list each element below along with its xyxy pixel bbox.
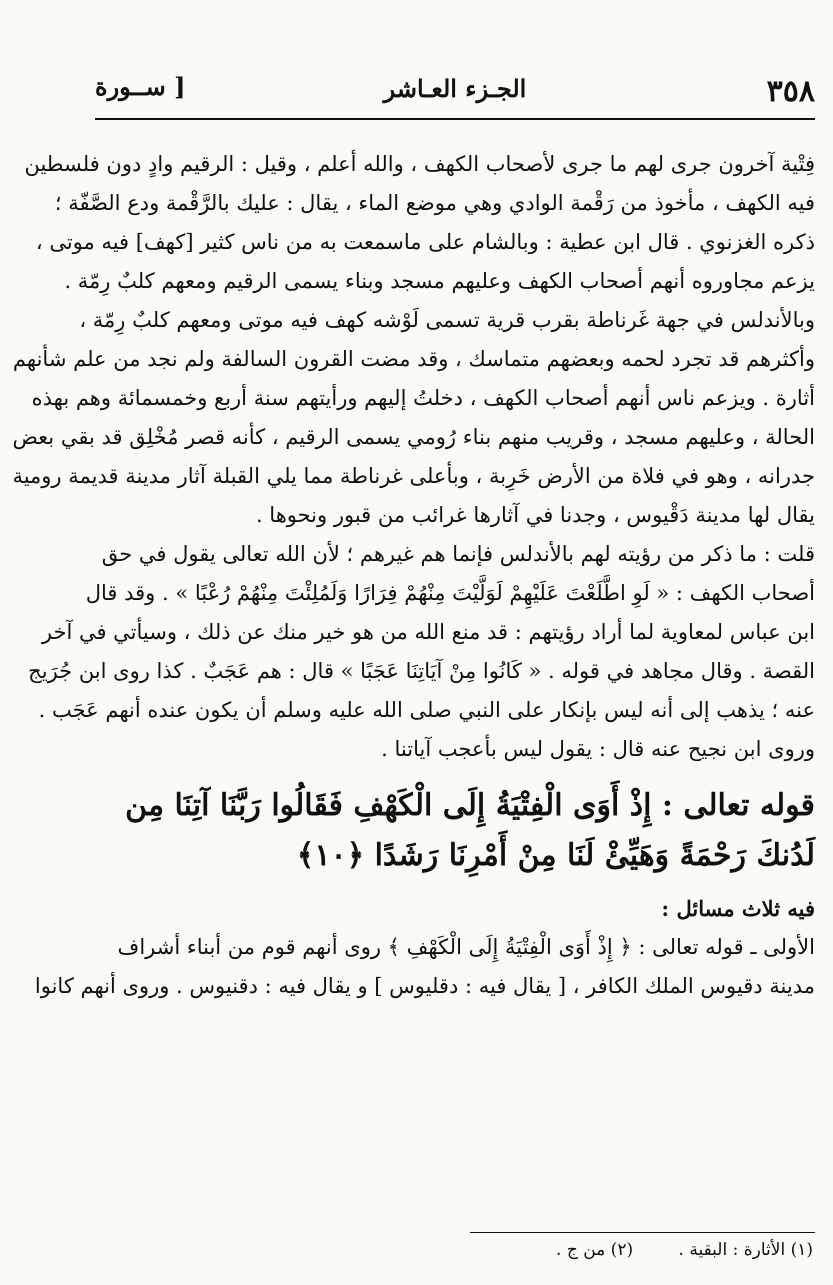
body-line: وروى ابن نجيح عنه قال : يقول ليس بأعجب آياتنا . (381, 737, 815, 761)
part-title: الجـزء العـاشر (383, 74, 527, 103)
verse-line: قوله تعالى : إِذْ أَوَى الْفِتْيَةُ إِلَى الْكَهْفِ فَقَالُوا رَبَّنَا آتِنَا مِن (125, 788, 815, 823)
page-number: ٣٥٨ (766, 74, 815, 109)
verse-line: لَدُنكَ رَحْمَةً وَهَيِّئْ لَنَا مِنْ أَمْرِنَا رَشَدًا ﴿١٠﴾ (296, 838, 815, 873)
body-line: الحالة ، وعليهم مسجد ، وقريب منهم بناء رُومي يسمى الرقيم ، كأنه قصر مُخْلِق قد بقي بعض (12, 425, 815, 449)
footnotes (353, 1240, 813, 1260)
body-line: أصحاب الكهف : « لَوِ اطَّلَعْتَ عَلَيْهِمْ لَوَلَّيْتَ مِنْهُمْ فِرَارًا وَلَمُلِئْتَ مِنْهُمْ رُعْبًا » . وقد قال (85, 581, 815, 605)
body-line: الأولى ـ قوله تعالى : ﴿ إِذْ أَوَى الْفِتْيَةُ إِلَى الْكَهْفِ ﴾ روى أنهم قوم من أبناء أشراف (117, 935, 815, 959)
quran-verse (100, 781, 815, 881)
body-line: وأكثرهم قد تجرد لحمه وبعضهم متماسك ، وقد مضت القرون السالفة ولم نجد من علم شأنهم (12, 347, 815, 371)
body-line: أثارة . ويزعم ناس أنهم أصحاب الكهف ، دخلتُ إليهم ورأيتهم سنة أربع وخمسمائة وهم بهذه (31, 386, 815, 410)
page-header (95, 60, 815, 120)
footnote-1: (١) الأثارة : البقية . (678, 1240, 813, 1260)
body-line: فِتْية آخرون جرى لهم ما جرى لأصحاب الكهف ، والله أعلم ، وقيل : الرقيم وادٍ دون فلسطين (24, 152, 815, 176)
body-line: القصة . وقال مجاهد في قوله . « كَانُوا مِنْ آيَاتِنَا عَجَبًا » قال : هم عَجَبٌ . كذا روى ابن جُرَيج (28, 659, 815, 683)
body-line: فيه الكهف ، مأخوذ من رَقْمة الوادي وهي موضع الماء ، يقال : عليك بالرَّقْمة ودع الصَّفّة ؛ (54, 191, 815, 215)
surah-label: [ ســورة (95, 72, 186, 101)
section-heading: فيه ثلاث مسائل : (661, 896, 815, 921)
body-line: يزعم مجاوروه أنهم أصحاب الكهف وعليهم مسجد وبناء يسمى الرقيم ومعهم كلبٌ رِمّة . (64, 269, 815, 293)
header-rule (95, 118, 815, 120)
footnote-rule (470, 1232, 815, 1233)
body-line: ابن عباس لمعاوية لما أراد رؤيتهم : قد منع الله من هو خير منك عن ذلك ، وسيأتي في آخر (41, 620, 815, 644)
body-line: وبالأندلس في جهة غَرناطة بقرب قرية تسمى لَوْشه كهف فيه موتى ومعهم كلبٌ رِمّة ، (79, 308, 815, 332)
body-line: جدرانه ، وهو في فلاة من الأرض خَرِبة ، وبأعلى غرناطة مما يلي القبلة آثار مدينة قديمة رومية (12, 464, 815, 488)
body-line: يقال لها مدينة دَقْيوس ، وجدنا في آثارها غرائب من قبور ونحوها . (255, 503, 815, 527)
body-line: عنه ؛ يذهب إلى أنه ليس بإنكار على النبي صلى الله عليه وسلم أن يكون عنده أنهم عَجَب . (38, 698, 815, 722)
body-line: ذكره الغزنوي . قال ابن عطية : وبالشام على ماسمعت به من ناس كثير [كهف] فيه موتى ، (35, 230, 815, 254)
body-line: قلت : ما ذكر من رؤيته لهم بالأندلس فإنما هم غيرهم ؛ لأن الله تعالى يقول في حق (101, 542, 815, 566)
footnote-2: (٢) من ج . (556, 1240, 634, 1260)
body-line: مدينة دقيوس الملك الكافر ، [ يقال فيه : دقليوس ] و يقال فيه : دقنيوس . وروى أنهم كانوا (34, 974, 815, 998)
page-body (12, 145, 815, 1006)
